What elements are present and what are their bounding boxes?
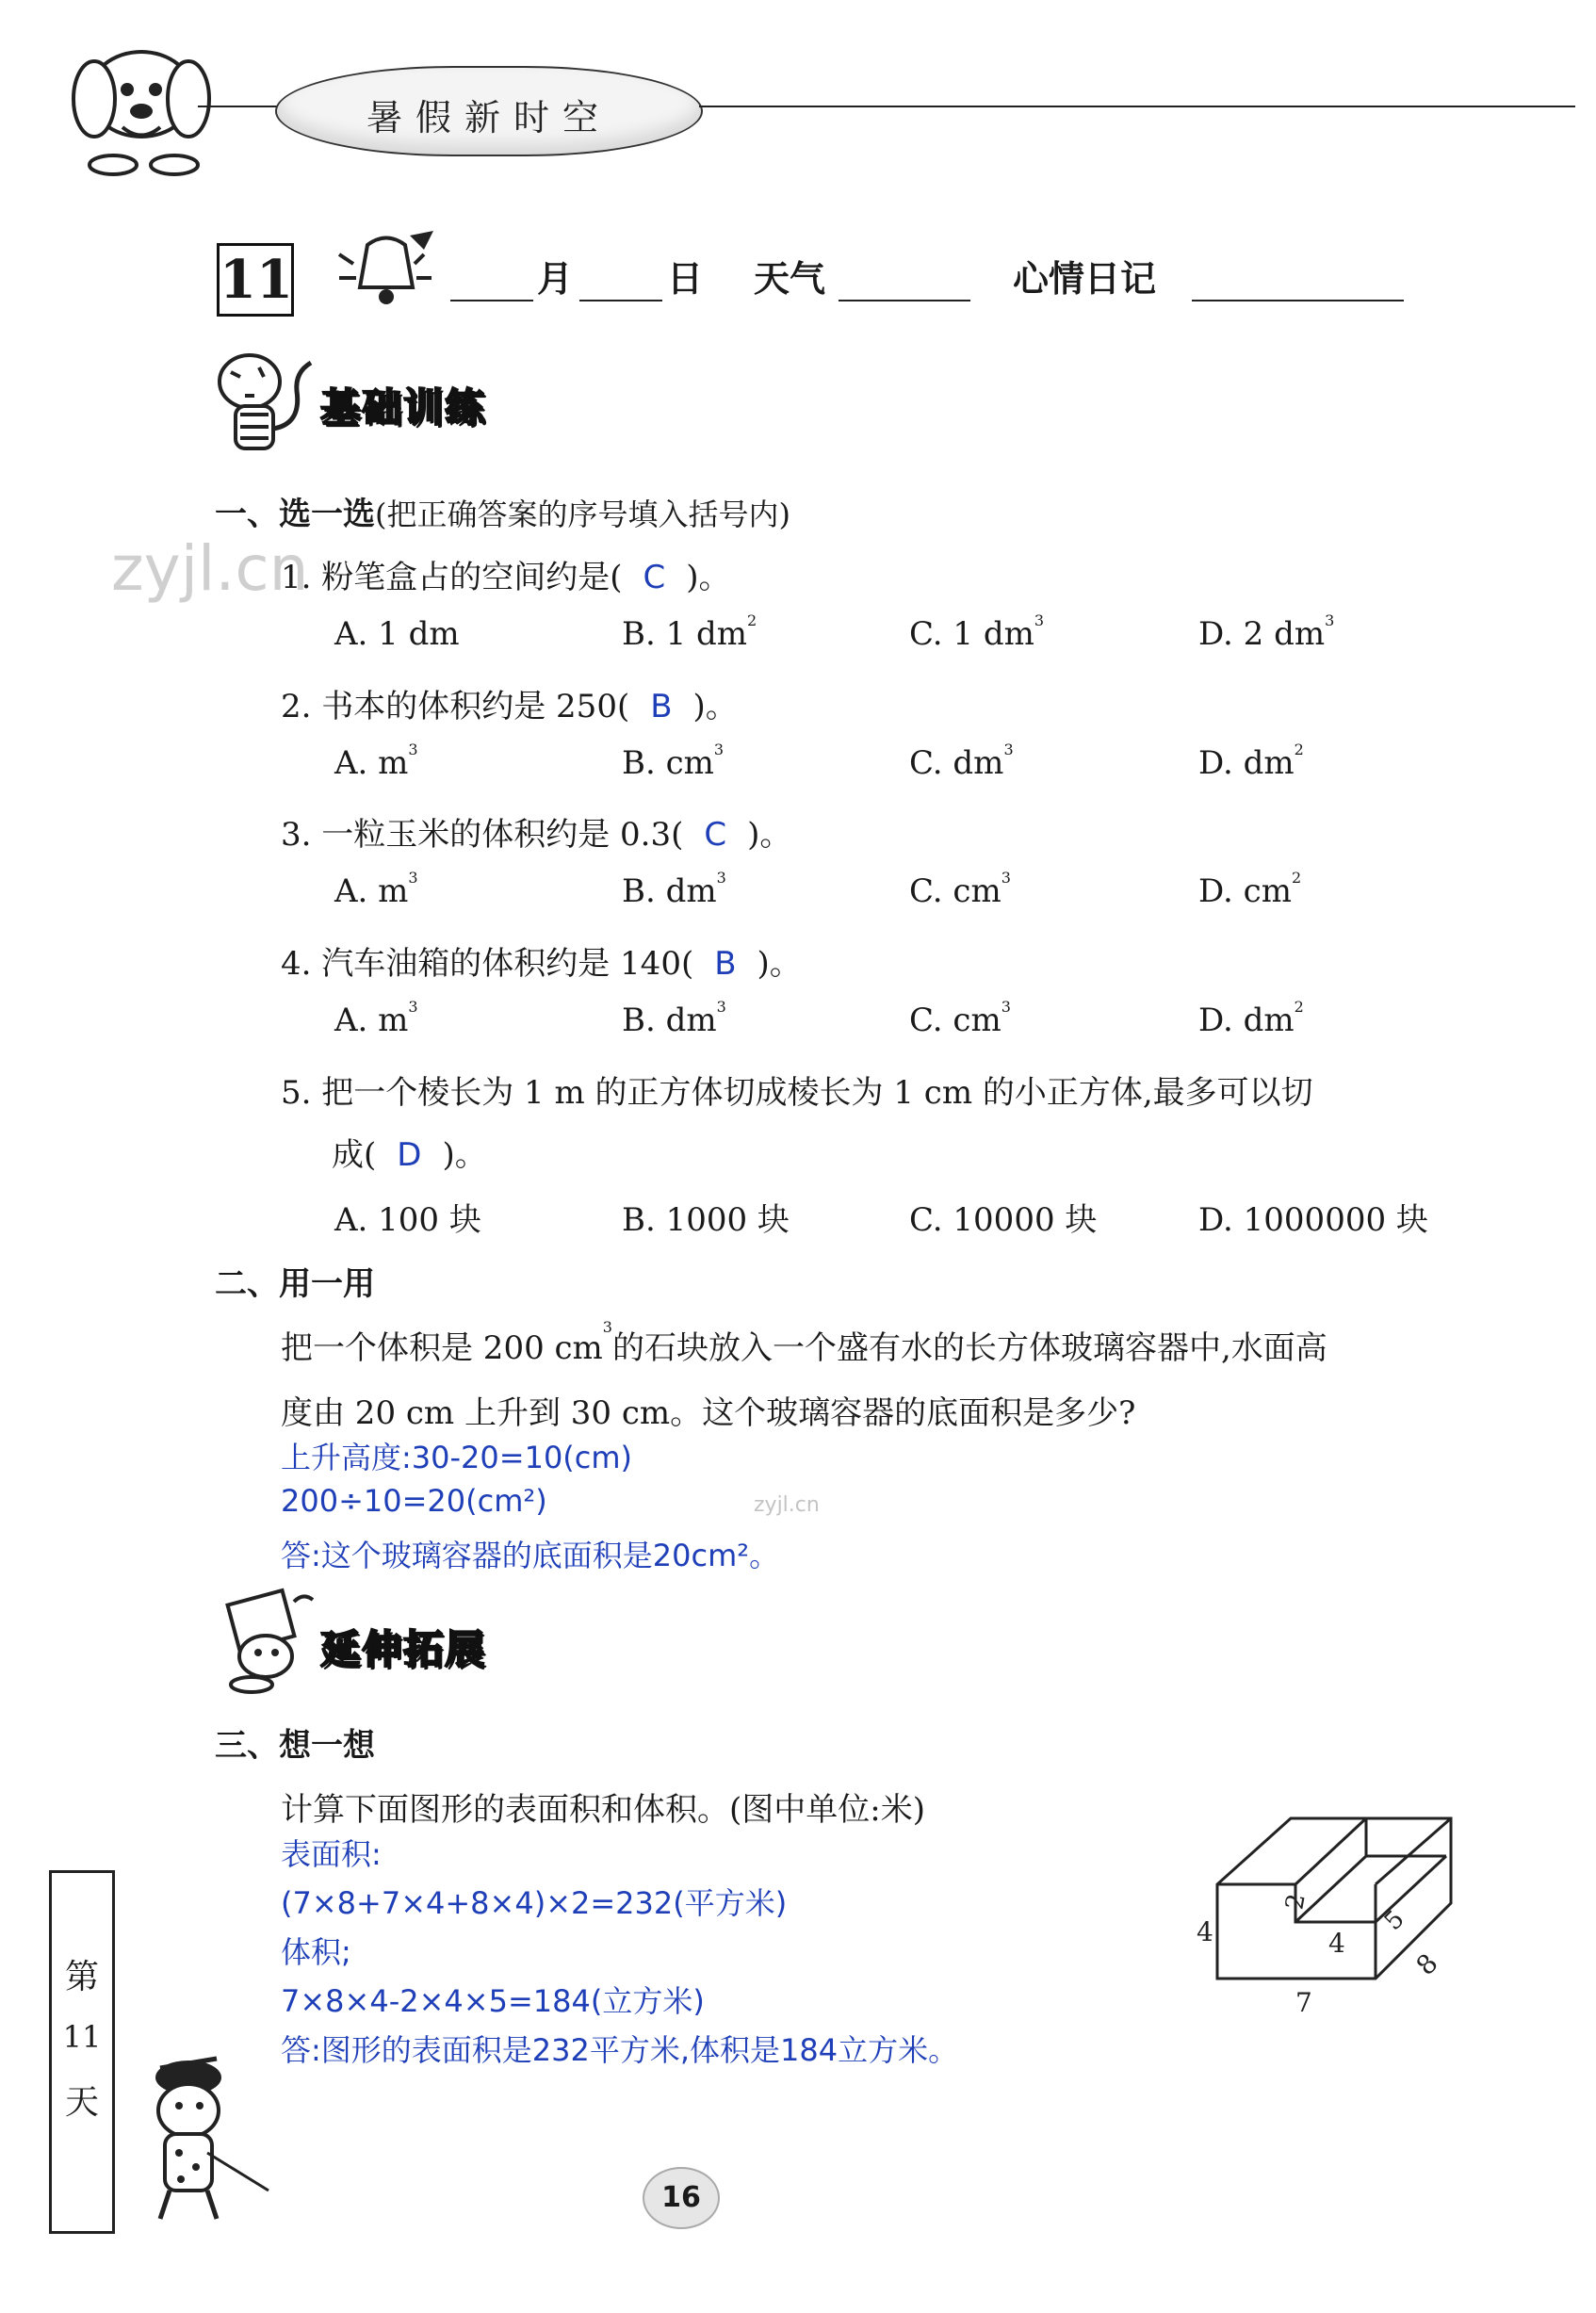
question-4 (281, 937, 802, 984)
question-5-stem2: 成( (332, 1136, 377, 1174)
q4-option-c[interactable]: C. $cm^3$ (909, 998, 1011, 1039)
watermark: zyjl.cn (111, 532, 309, 605)
question-5-stem: 5. 把一个棱长为 1 m 的正方体切成棱长为 1 cm 的小正方体,最多可以切 (281, 1074, 1313, 1112)
section3-problem: 计算下面图形的表面积和体积。(图中单位:米) (281, 1791, 925, 1829)
q3-option-c[interactable]: C. $cm^3$ (909, 869, 1011, 910)
q5-option-d[interactable]: D. 1000000 块 (1198, 1201, 1428, 1239)
tiger-mascot-icon (212, 344, 316, 457)
section3-answer-5: 答:图形的表面积是232平方米,体积是184立方米。 (281, 2032, 959, 2068)
weather-blank[interactable] (839, 300, 970, 301)
figure-label-cut-depth: 2 (1280, 1891, 1311, 1913)
question-4-answer[interactable]: B (714, 945, 737, 983)
q2-option-d[interactable]: D. $dm^2$ (1198, 741, 1304, 782)
side-tab-line3: 天 (64, 2083, 99, 2122)
box-figure (1197, 1809, 1498, 2026)
month-blank[interactable] (450, 300, 533, 301)
question-3-answer[interactable]: C (704, 816, 727, 854)
q2-option-c[interactable]: C. $dm^3$ (909, 741, 1014, 782)
extend-badge: 延伸拓展 (320, 1626, 487, 1672)
q5-option-c[interactable]: C. 10000 块 (909, 1201, 1098, 1239)
side-tab-line1: 第 (64, 1958, 99, 1996)
section2-problem-line2: 度由 20 cm 上升到 30 cm。这个玻璃容器的底面积是多少? (281, 1394, 1136, 1432)
question-2-answer[interactable]: B (650, 688, 673, 725)
question-2-tail: )。 (692, 688, 738, 725)
section3-answer-2: (7×8+7×4+8×4)×2=232(平方米) (281, 1885, 788, 1921)
question-1-answer[interactable]: C (643, 559, 666, 596)
section3-answer-4: 7×8×4-2×4×5=184(立方米) (281, 1983, 705, 2019)
dog-with-stick-icon (113, 2040, 273, 2228)
question-3-tail: )。 (747, 816, 792, 854)
mood-label: 心情日记 (1013, 258, 1157, 300)
q1-option-a[interactable]: A. 1 dm (334, 615, 460, 653)
question-2 (281, 680, 738, 726)
q3-option-b[interactable]: B. $dm^3$ (622, 869, 726, 910)
q2-option-b[interactable]: B. $cm^3$ (622, 741, 725, 782)
dog-frame-mascot-icon (209, 1583, 322, 1696)
header-banner (275, 66, 703, 156)
q3-option-a[interactable]: A. $m^3$ (334, 869, 418, 910)
question-5-tail: )。 (442, 1136, 487, 1174)
side-day-tab (49, 1870, 115, 2234)
date-label: 日 (667, 258, 704, 300)
figure-label-cut-width: 4 (1328, 1928, 1345, 1959)
section2-title: 二、用一用 (215, 1265, 375, 1303)
section1-note: (把正确答案的序号填入括号内) (375, 497, 790, 532)
q5-option-a[interactable]: A. 100 块 (334, 1201, 481, 1239)
question-1 (281, 551, 731, 597)
section2-answer-2: 200÷10=20(cm²) (281, 1483, 547, 1519)
watermark-small: zyjl.cn (754, 1493, 820, 1517)
section3-answer-3: 体积; (281, 1934, 351, 1970)
question-4-stem: 4. 汽车油箱的体积约是 140( (281, 945, 694, 983)
mood-blank[interactable] (1192, 300, 1404, 301)
side-tab-line2: 11 (62, 2019, 102, 2055)
q4-option-a[interactable]: A. $m^3$ (334, 998, 418, 1039)
section3-answer-1: 表面积: (281, 1836, 382, 1872)
figure-label-height: 4 (1197, 1916, 1213, 1947)
header-rule-left (198, 106, 283, 107)
figure-label-depth: 8 (1409, 1947, 1444, 1981)
question-3-stem: 3. 一粒玉米的体积约是 0.3( (281, 816, 684, 854)
question-2-stem: 2. 书本的体积约是 250( (281, 688, 630, 725)
header-rule-right (699, 106, 1575, 107)
q1-option-d[interactable]: D. 2 $dm^3$ (1198, 611, 1335, 653)
question-5 (332, 1129, 487, 1175)
weather-label: 天气 (754, 258, 826, 300)
q5-option-b[interactable]: B. 1000 块 (622, 1201, 790, 1239)
q3-option-d[interactable]: D. $cm^2$ (1198, 869, 1302, 910)
page-number: 16 (643, 2167, 720, 2229)
question-5-answer[interactable]: D (397, 1136, 422, 1174)
figure-label-cut-len: 5 (1378, 1905, 1410, 1936)
section1-title (215, 488, 790, 534)
date-blank[interactable] (579, 300, 662, 301)
dog-mascot-icon (57, 38, 236, 179)
q2-option-a[interactable]: A. $m^3$ (334, 741, 418, 782)
question-1-stem: 1. 粉笔盒占的空间约是( (281, 559, 623, 596)
bell-icon (330, 226, 443, 320)
q4-option-d[interactable]: D. $dm^2$ (1198, 998, 1304, 1039)
figure-label-width: 7 (1295, 1987, 1312, 2018)
section2-answer-1: 上升高度:30-20=10(cm) (281, 1440, 633, 1475)
day-number-box: 11 (217, 243, 294, 317)
question-1-tail: )。 (686, 559, 731, 596)
section2-answer-3: 答:这个玻璃容器的底面积是20cm²。 (281, 1538, 780, 1573)
month-label: 月 (537, 258, 574, 300)
section2-problem-line1: 把一个体积是 200 $cm^3$的石块放入一个盛有水的长方体玻璃容器中,水面高 (281, 1318, 1327, 1367)
basic-training-badge: 基础训练 (320, 384, 487, 431)
header-title: 暑假新时空 (366, 97, 611, 138)
question-4-tail: )。 (757, 945, 802, 983)
question-3 (281, 808, 791, 855)
q1-option-c[interactable]: C. 1 $dm^3$ (909, 611, 1045, 653)
section3-title: 三、想一想 (215, 1727, 375, 1765)
q4-option-b[interactable]: B. $dm^3$ (622, 998, 726, 1039)
q1-option-b[interactable]: B. 1 $dm^2$ (622, 611, 757, 653)
section1-title-text: 一、选一选 (215, 496, 375, 533)
